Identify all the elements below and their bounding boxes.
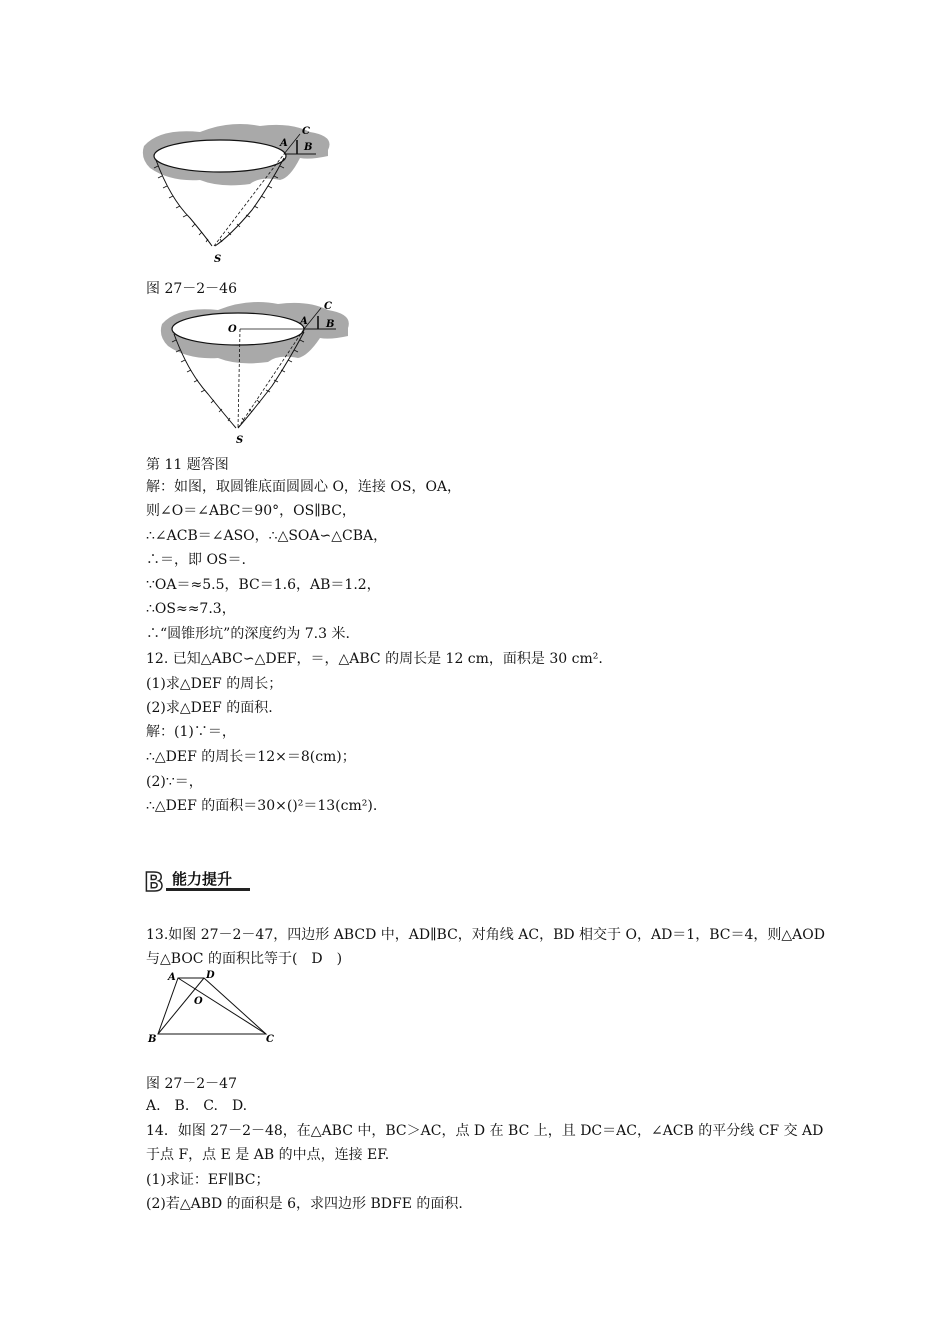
label-a: A — [280, 138, 288, 149]
problem-13-options: A. B. C. D. — [146, 1098, 248, 1114]
problem-14-part-2: (2)若△ABD 的面积是 6，求四边形 BDFE 的面积. — [146, 1196, 463, 1212]
label-a: A — [168, 972, 176, 983]
label-c: C — [324, 301, 332, 312]
section-title-bar — [166, 888, 250, 891]
section-header-b — [144, 870, 250, 898]
label-c: C — [266, 1034, 274, 1045]
solution-11-line-2: 则∠O＝∠ABC＝90°，OS∥BC， — [146, 503, 356, 519]
problem-12-solution-3: (2)∵＝， — [146, 774, 203, 790]
section-letter-b: B — [144, 868, 164, 898]
solution-11-line-1: 解：如图，取圆锥底面圆圆心 O，连接 OS，OA， — [146, 479, 462, 495]
label-o: O — [194, 996, 203, 1007]
section-title: 能力提升 — [172, 870, 233, 888]
cone-pit-figure-1 — [140, 118, 340, 268]
label-b: B — [326, 319, 335, 330]
problem-14-line-1: 14．如图 27－2－48，在△ABC 中，BC＞AC，点 D 在 BC 上，且 DC＝AC，∠ACB 的平分线 CF 交 AD — [146, 1123, 824, 1139]
diagonal-ac — [178, 978, 266, 1034]
label-a: A — [300, 316, 308, 327]
label-o: O — [228, 324, 237, 335]
solution-11-line-4: ∴＝，即 OS＝. — [146, 552, 246, 568]
label-d: D — [206, 970, 215, 981]
problem-14-line-2: 于点 F，点 E 是 AB 的中点，连接 EF. — [146, 1147, 390, 1163]
problem-13-line-2: 与△BOC 的面积比等于( D ) — [146, 951, 343, 967]
figure-caption-27-2-46: 图 27－2－46 — [146, 281, 237, 297]
trapezoid-abcd — [158, 978, 266, 1034]
problem-12-solution-4: ∴△DEF 的面积＝30×()²＝13(cm²). — [146, 798, 378, 814]
label-b: B — [304, 142, 313, 153]
problem-12-solution-1: 解：(1)∵＝， — [146, 724, 236, 740]
problem-14-part-1: (1)求证：EF∥BC； — [146, 1172, 270, 1188]
solution-11-line-6: ∴OS≈≈7.3， — [146, 601, 236, 617]
label-s: S — [214, 254, 222, 265]
cone-base-ellipse — [154, 140, 286, 172]
trapezoid-figure-27-2-47 — [146, 970, 286, 1050]
solution-11-line-5: ∵OA＝≈5.5，BC＝1.6，AB＝1.2， — [146, 577, 381, 593]
problem-12-solution-2: ∴△DEF 的周长＝12×＝8(cm)； — [146, 749, 356, 765]
solution-11-line-3: ∴∠ACB＝∠ASO，∴△SOA∽△CBA， — [146, 528, 388, 544]
cone-pit-figure-2 — [158, 296, 358, 446]
figure-caption-27-2-47: 图 27－2－47 — [146, 1076, 237, 1092]
problem-12-part-2: (2)求△DEF 的面积. — [146, 700, 273, 716]
solution-11-line-7: ∴“圆锥形坑”的深度约为 7.3 米. — [146, 626, 350, 642]
label-c: C — [302, 126, 310, 137]
label-s: S — [236, 435, 244, 446]
problem-13-line-1: 13.如图 27－2－47，四边形 ABCD 中，AD∥BC，对角线 AC，BD 相交于 O，AD＝1，BC＝4，则△AOD — [146, 927, 825, 943]
figure-caption-answer-11: 第 11 题答图 — [146, 457, 229, 473]
problem-12-stem: 12. 已知△ABC∽△DEF，＝，△ABC 的周长是 12 cm，面积是 30 cm². — [146, 651, 603, 667]
problem-12-part-1: (1)求△DEF 的周长； — [146, 676, 283, 692]
label-b: B — [148, 1034, 157, 1045]
